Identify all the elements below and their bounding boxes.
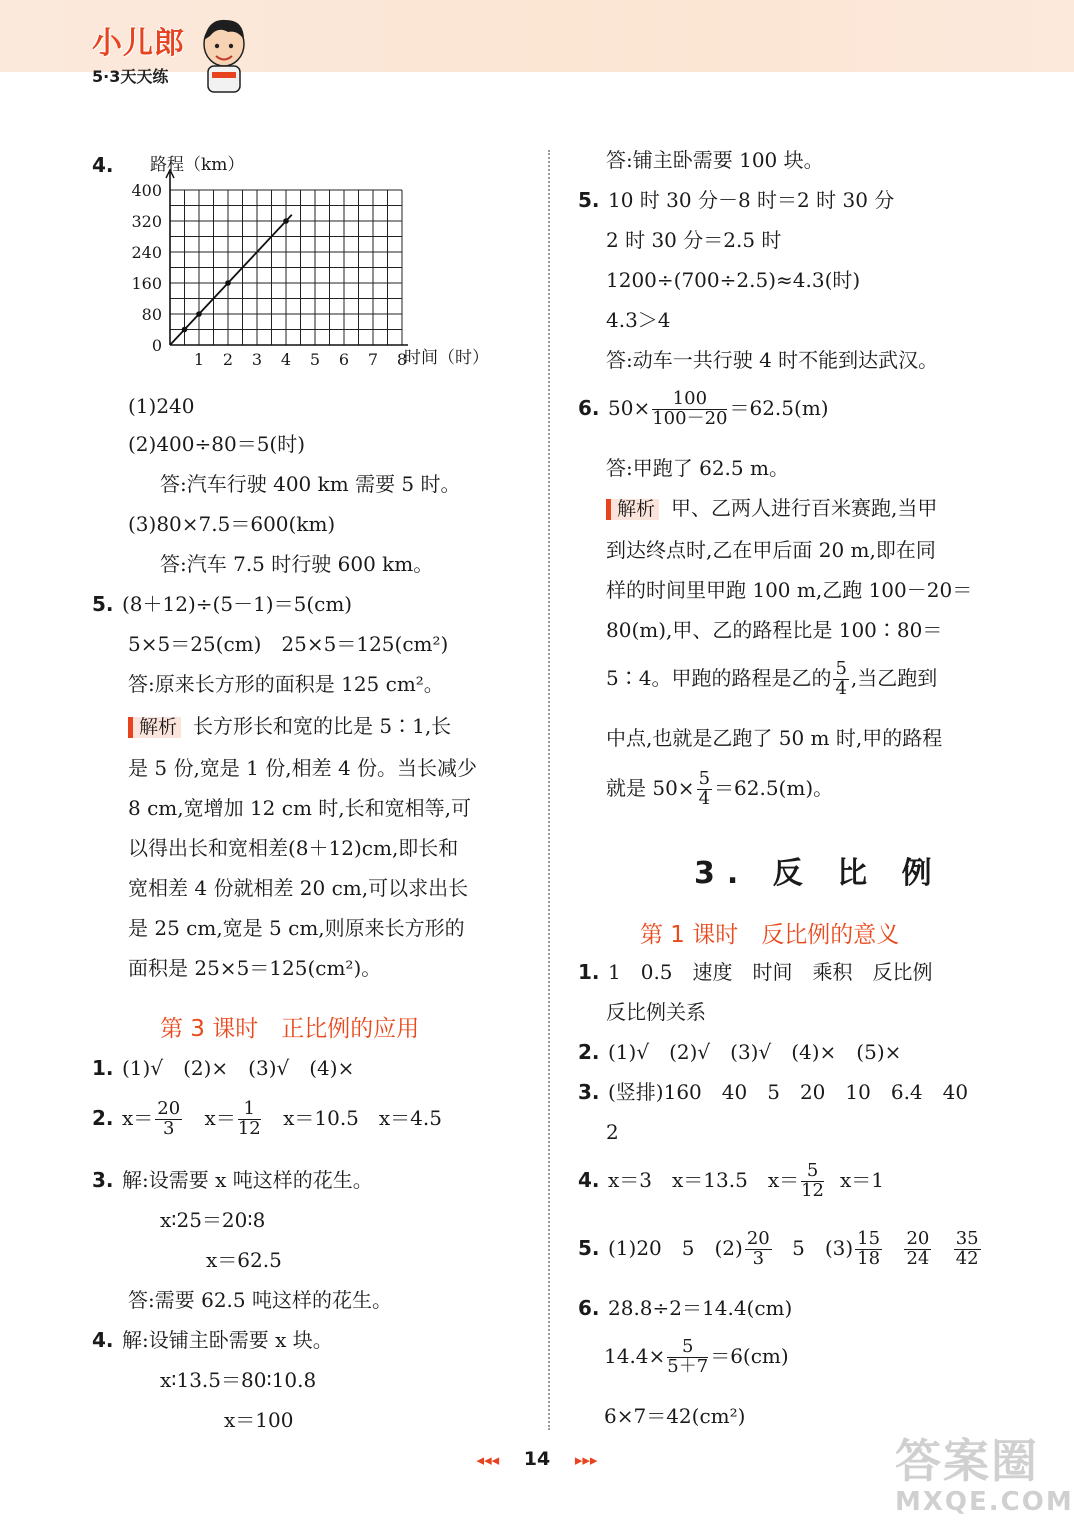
prev-arrows-icon: ◂◂◂ [476, 1451, 500, 1469]
fraction: $\frac{1}{12}$ [237, 1098, 261, 1139]
data-point [196, 311, 202, 317]
x-tick-label: 1 [193, 350, 205, 365]
r-q4-reply: 答:铺主卧需要 100 块。 [606, 148, 824, 172]
q5-explanation-5: 宽相差 4 份就相差 20 cm,可以求出长 [128, 876, 469, 900]
next-arrows-icon: ▸▸▸ [574, 1451, 598, 1469]
watermark-small: MXQE.COM [895, 1487, 1074, 1517]
x-tick-label: 2 [222, 350, 234, 365]
r-q5-line-4: 4.3＞4 [606, 308, 671, 332]
l3-q4-line-2: x∶13.5＝80∶10.8 [160, 1368, 317, 1392]
x-tick-label: 3 [251, 350, 263, 365]
lesson-1-title: 第 1 课时 反比例的意义 [640, 922, 900, 948]
r-q6-reply: 答:甲跑了 62.5 m。 [606, 456, 789, 480]
y-tick-label: 160 [131, 274, 162, 293]
series-line [170, 215, 292, 345]
k-q6-line-3: 6×7＝42(cm²) [604, 1404, 746, 1428]
y-tick-label: 240 [131, 243, 162, 262]
k-q3-line-2: 2 [606, 1120, 619, 1144]
fraction: $\frac{20}{3}$ [746, 1228, 770, 1269]
fraction: $\frac{15}{18}$ [857, 1228, 881, 1269]
r-q5-reply: 答:动车一共行驶 4 时不能到达武汉。 [606, 348, 939, 372]
r-q6-explanation-4: 80(m),甲、乙的路程比是 100∶80＝ [606, 618, 943, 642]
q4-label: 4. [92, 153, 114, 177]
chart-axes [166, 170, 408, 345]
r-q6-explanation-7: 就是 50× $\frac{5}{4}$ ＝62.5(m)。 [606, 768, 834, 809]
q5-explanation-1: 解析 长方形长和宽的比是 5∶1,长 [128, 716, 451, 738]
r-q6-formula: 6. 50× $\frac{100}{100-20}$ ＝62.5(m) [578, 388, 829, 429]
fraction: $\frac{35}{42}$ [955, 1228, 979, 1269]
q4-answer-3: (3)80×7.5＝600(km) [128, 512, 336, 536]
fraction: $\frac{5}{5+7}$ [667, 1336, 709, 1377]
l3-q3-reply: 答:需要 62.5 吨这样的花生。 [128, 1288, 392, 1312]
chart-series [170, 215, 292, 345]
x-tick-label: 5 [309, 350, 321, 365]
fraction: $\frac{5}{12}$ [801, 1160, 824, 1201]
r-q5-line-3: 1200÷(700÷2.5)≈4.3(时) [606, 268, 861, 292]
brand-title: 小儿郎 [92, 26, 185, 61]
l3-q3-line-3: x＝62.5 [206, 1248, 282, 1272]
k-q6-line-1: 6. 28.8÷2＝14.4(cm) [578, 1296, 793, 1320]
mascot-icon [198, 16, 250, 94]
l3-q3-line-2: x∶25＝20∶8 [160, 1208, 266, 1232]
fraction: $\frac{20}{3}$ [157, 1098, 181, 1139]
r-q6-explanation-3: 样的时间里甲跑 100 m,乙跑 100－20＝ [606, 578, 973, 602]
brand-series: 5·3天天练 [92, 67, 169, 86]
analysis-tag: 解析 [128, 717, 181, 738]
y-tick-label: 0 [151, 336, 162, 355]
q5-explanation-3: 8 cm,宽增加 12 cm 时,长和宽相等,可 [128, 796, 472, 820]
q5-line-2: 5×5＝25(cm) 25×5＝125(cm²) [128, 632, 449, 656]
watermark [895, 1425, 1074, 1525]
analysis-tag: 解析 [606, 499, 659, 520]
k-q3-line-1: 3. (竖排)160 40 5 20 10 6.4 40 [578, 1080, 969, 1104]
data-point [225, 280, 231, 286]
fraction: $\frac{5}{4}$ [835, 658, 847, 699]
q5-reply: 答:原来长方形的面积是 125 cm²。 [128, 672, 444, 696]
y-axis-label: 路程（km） [150, 155, 245, 175]
watermark-big: 答案圈 [895, 1434, 1039, 1488]
r-q6-explanation-5: 5∶4。甲跑的路程是乙的 $\frac{5}{4}$ ,当乙跑到 [606, 658, 938, 699]
chapter-title: 3. 反 比 例 [694, 856, 944, 891]
q5-explanation-2: 是 5 份,宽是 1 份,相差 4 份。当长减少 [128, 756, 478, 780]
page-number: 14 [523, 1448, 551, 1470]
l3-q2: 2. x＝ $\frac{20}{3}$ x＝ $\frac{1}{12}$ x＝10.5 x＝4.5 [92, 1098, 442, 1139]
x-tick-label: 4 [280, 350, 292, 365]
q4-answer-1: (1)240 [128, 394, 195, 418]
k-q2: 2. (1)√ (2)√ (3)√ (4)× (5)× [578, 1040, 902, 1064]
fraction: $\frac{20}{24}$ [906, 1228, 930, 1269]
x-tick-label: 8 [396, 350, 408, 365]
x-tick-label: 6 [338, 350, 350, 365]
y-tick-label: 80 [141, 305, 162, 324]
k-q1-line-2: 反比例关系 [606, 1000, 706, 1024]
y-tick-label: 320 [131, 212, 162, 231]
lesson-3-title: 第 3 课时 正比例的应用 [160, 1016, 420, 1042]
q4-answer-2: (2)400÷80＝5(时) [128, 432, 306, 456]
r-q5-line-1: 5. 10 时 30 分－8 时＝2 时 30 分 [578, 188, 895, 212]
q5-explanation-6: 是 25 cm,宽是 5 cm,则原来长方形的 [128, 916, 465, 940]
fraction: $\frac{5}{4}$ [698, 768, 711, 809]
chart-ticks [131, 181, 407, 365]
k-q4: 4. x＝3 x＝13.5 x＝ $\frac{5}{12}$ x＝1 [578, 1160, 885, 1201]
x-axis-label: 时间（时） [404, 348, 489, 365]
x-tick-label: 7 [367, 350, 379, 365]
l3-q4-line-1: 4. 解:设铺主卧需要 x 块。 [92, 1328, 333, 1352]
q5-line-1: 5. (8＋12)÷(5－1)＝5(cm) [92, 592, 353, 616]
k-q6-line-2: 14.4× $\frac{5}{5+7}$ ＝6(cm) [604, 1336, 789, 1377]
r-q6-explanation-2: 到达终点时,乙在甲后面 20 m,即在同 [606, 538, 936, 562]
distance-time-chart [118, 150, 538, 365]
brand-logo [92, 18, 185, 87]
q5-explanation-7: 面积是 25×5＝125(cm²)。 [128, 956, 382, 980]
k-q1-line-1: 1. 1 0.5 速度 时间 乘积 反比例 [578, 960, 933, 984]
r-q6-explanation-6: 中点,也就是乙跑了 50 m 时,甲的路程 [606, 726, 943, 750]
q4-reply-3: 答:汽车 7.5 时行驶 600 km。 [160, 552, 434, 576]
r-q5-line-2: 2 时 30 分＝2.5 时 [606, 228, 782, 252]
r-q6-explanation-1: 解析 甲、乙两人进行百米赛跑,当甲 [606, 498, 937, 520]
l3-q4-line-3: x＝100 [224, 1408, 294, 1432]
data-point [283, 218, 289, 224]
fraction: $\frac{100}{100-20}$ [652, 388, 728, 429]
l3-q1: 1. (1)√ (2)× (3)√ (4)× [92, 1056, 355, 1080]
q5-explanation-4: 以得出长和宽相差(8＋12)cm,即长和 [128, 836, 459, 860]
q4-reply-2: 答:汽车行驶 400 km 需要 5 时。 [160, 472, 461, 496]
y-tick-label: 400 [131, 181, 162, 200]
data-point [182, 327, 188, 333]
l3-q3-line-1: 3. 解:设需要 x 吨这样的花生。 [92, 1168, 373, 1192]
column-divider [548, 150, 550, 1430]
k-q5: 5. (1)20 5 (2) $\frac{20}{3}$ 5 (3) $\frac{15}{18}$ $\frac{20}{24}$ $\frac{35}{42}$ [578, 1228, 979, 1269]
chart-grid [170, 190, 402, 345]
